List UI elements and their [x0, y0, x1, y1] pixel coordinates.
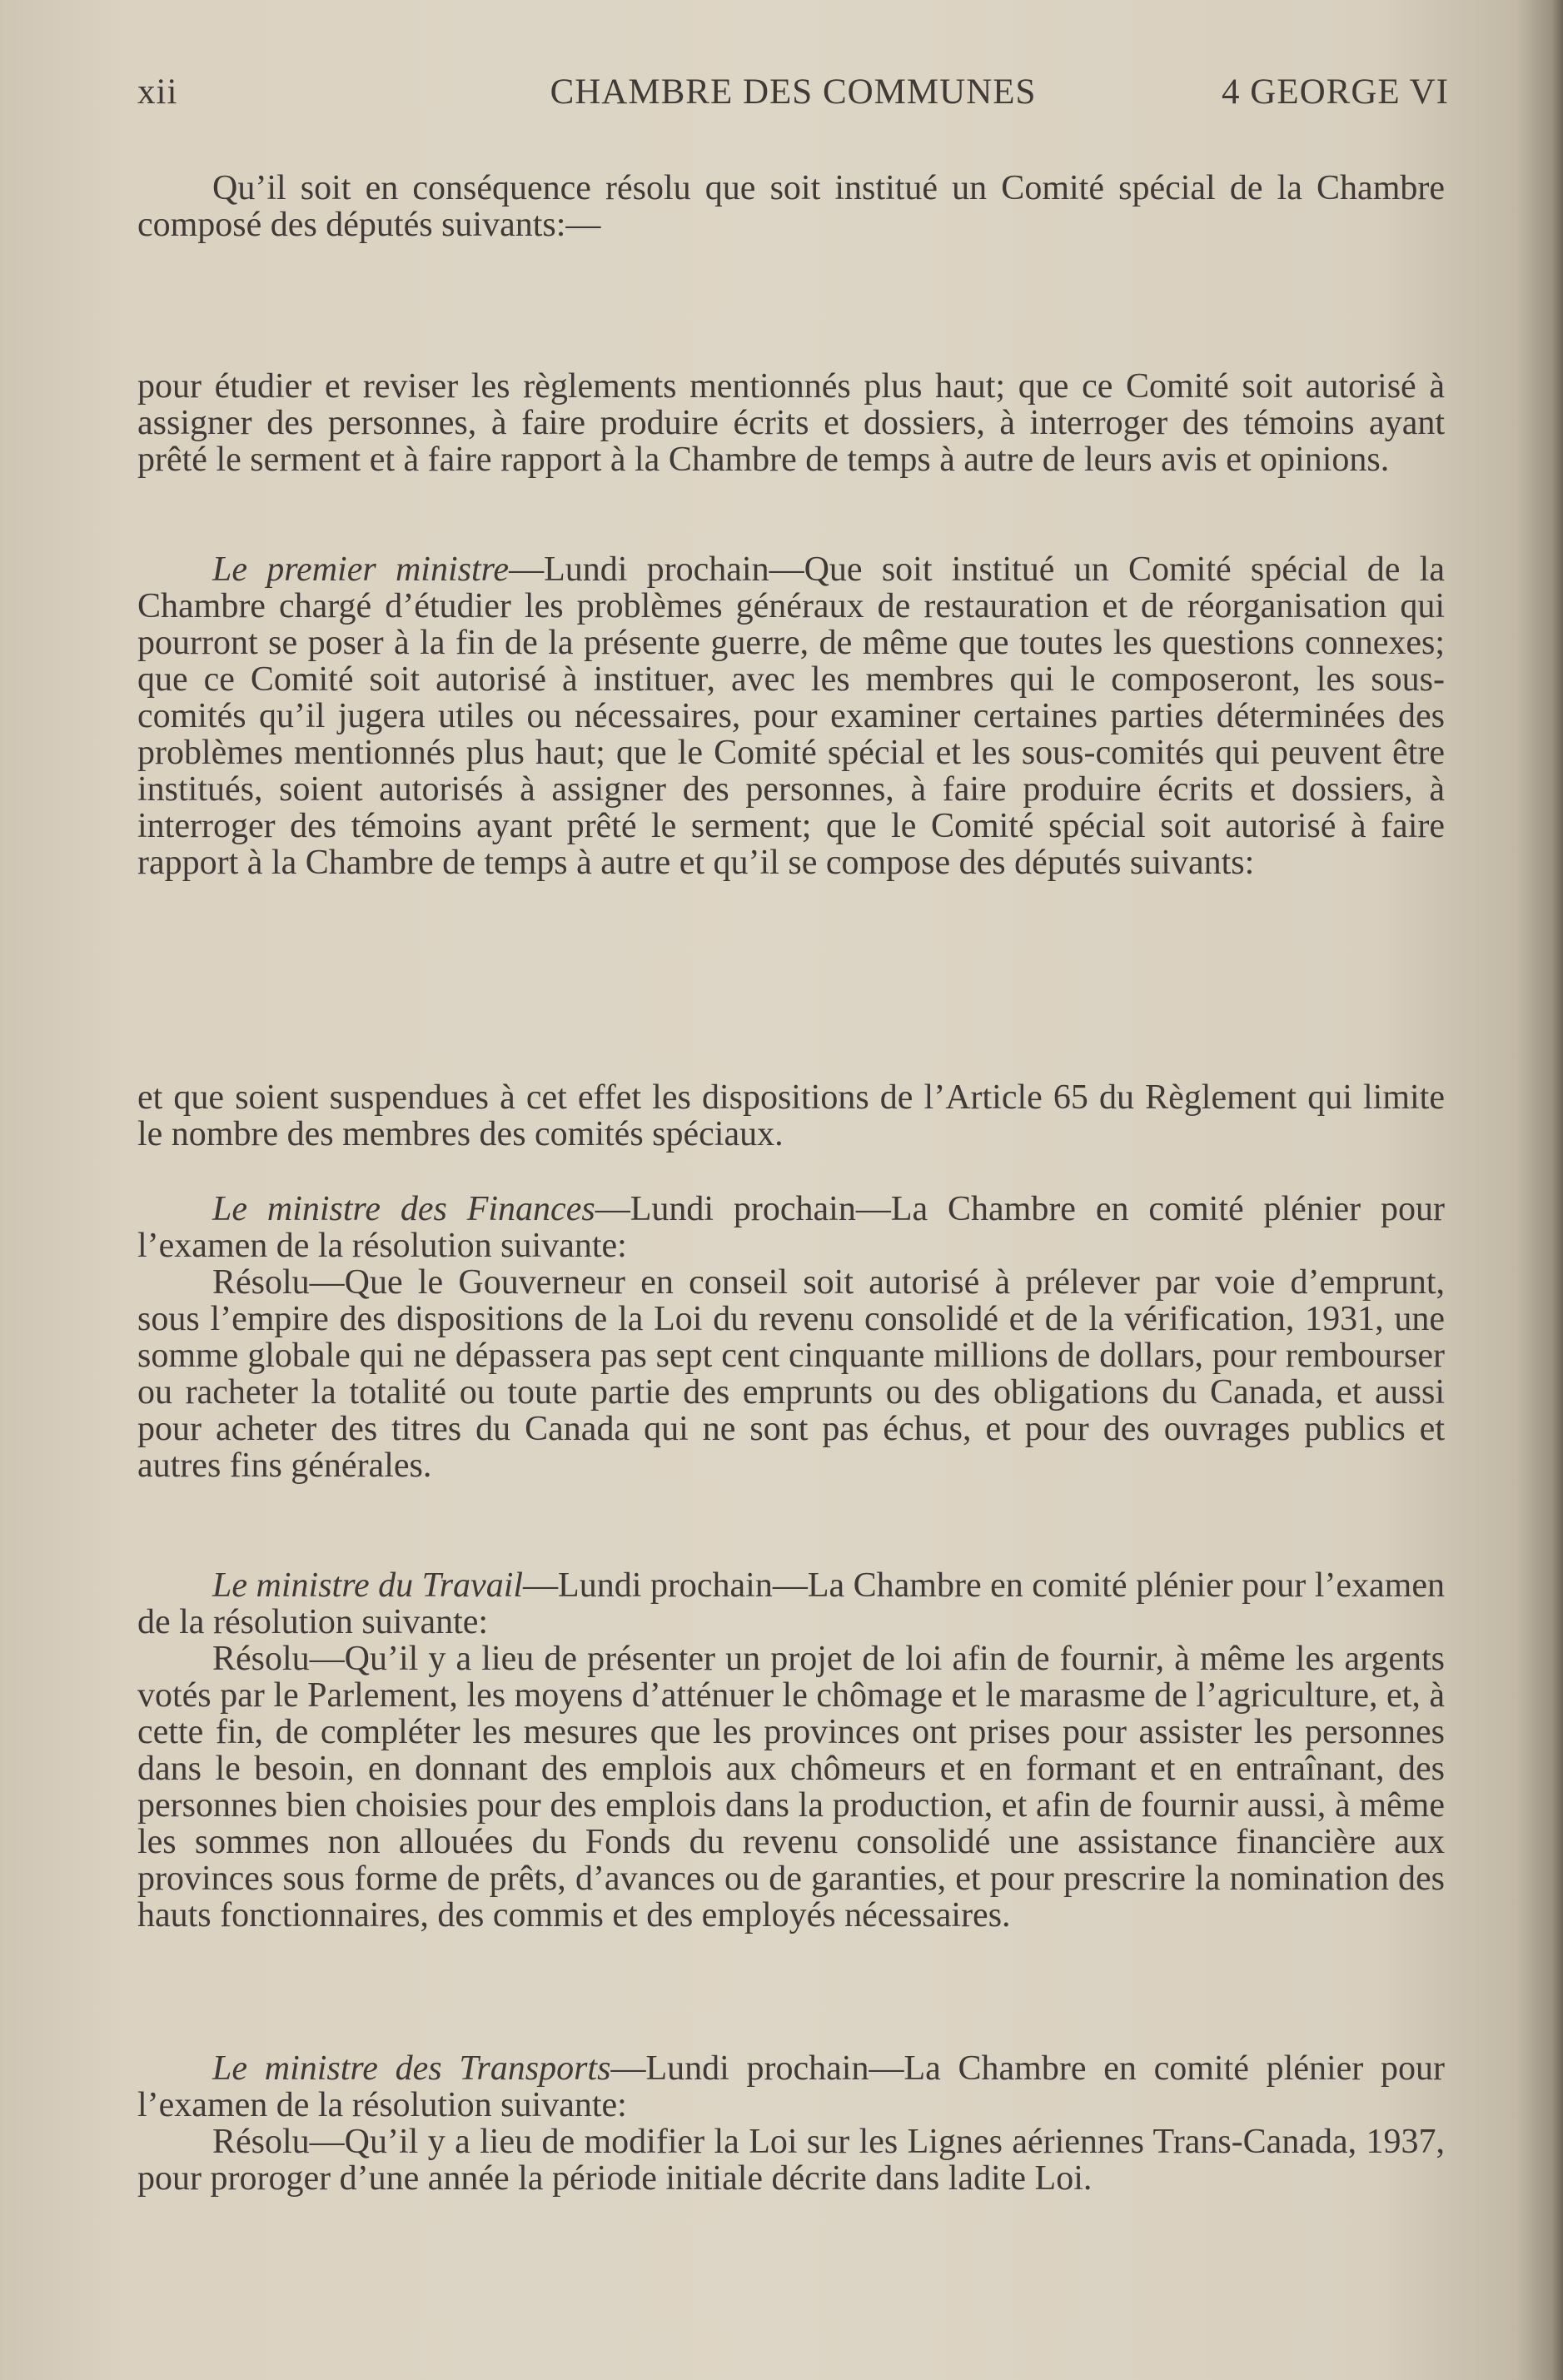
speaker-title: Le premier ministre — [212, 550, 510, 589]
paragraph-text: pour étudier et reviser les règlements mentionnés plus haut; que ce Comité soit autorisé à assigner des personnes, à faire produire écrits et dossiers, à interroger des témoins ayant prêté le serment et à faire rapport à la Chambre de temps à autre de leurs avis et opinions. — [137, 367, 1445, 479]
paragraph-ministre-travail — [137, 1567, 1445, 1934]
motion-paragraph — [137, 1567, 1445, 1641]
paragraph-ministre-transports — [137, 2050, 1445, 2197]
motion-text: —Lundi prochain—La Chambre en comité plénier pour l’examen de la résolution suivante: — [137, 1190, 1445, 1265]
paragraph-text: Qu’il soit en conséquence résolu que soit institué un Comité spécial de la Chambre composé des députés suivants:— — [137, 169, 1445, 244]
motion-text: —Lundi prochain—Que soit institué un Comité spécial de la Chambre chargé d’étudier les problèmes généraux de restauration et de réorganisation qui pourront se poser à la fin de la présente guerre, de même que toutes les questions connexes; que ce Comité soit autorisé à instituer, avec les membres qui le composeront, les sous-comités qu’il jugera utiles ou nécessaires, pour examiner certaines parties déterminées des problèmes mentionnés plus haut; que le Comité spécial et les sous-comités qui peuvent être institués, soient autorisés à assigner des personnes, à faire produire écrits et dossiers, à interroger des témoins ayant prêté le serment; que le Comité spécial soit autorisé à faire rapport à la Chambre de temps à autre et qu’il se compose des députés suivants: — [137, 550, 1445, 882]
paragraph-resolution-committee — [137, 170, 1445, 243]
running-header — [137, 72, 1449, 122]
header-title: CHAMBRE DES COMMUNES — [550, 72, 1037, 112]
motion-paragraph — [137, 2050, 1445, 2124]
resolution-text: Résolu—Qu’il y a lieu de présenter un projet de loi afin de fournir, à même les argents votés par le Parlement, les moyens d’atténuer le chômage et le marasme de l’agriculture, et, à cette fin, de compléter les mesures que les provinces ont prises pour assister les personnes dans le besoin, en donnant des emplois aux chômeurs et en formant et en entraînant, des personnes bien choisies pour des emplois dans la production, et afin de fournir aussi, à même les sommes non allouées du Fonds du revenu consolidé une assistance financière aux provinces sous forme de prêts, d’avances ou de garanties, et pour prescrire la nomination des hauts fonctionnaires, des commis et des employés nécessaires. — [137, 1640, 1445, 1934]
resolution-text: Résolu—Qu’il y a lieu de modifier la Loi sur les Lignes aériennes Trans-Canada, 1937, pour proroger d’une année la période initiale décrite dans ladite Loi. — [137, 2123, 1445, 2198]
paragraph-ministre-finances — [137, 1191, 1445, 1484]
speaker-title: Le ministre des Transports — [212, 2049, 611, 2088]
page-number: xii — [137, 72, 178, 112]
header-session: 4 GEORGE VI — [1222, 72, 1449, 112]
motion-text: —Lundi prochain—La Chambre en comité plénier pour l’examen de la résolution suivante: — [137, 2049, 1446, 2124]
page-edge-shadow — [1551, 0, 1563, 2380]
paragraph-text: et que soient suspendues à cet effet les dispositions de l’Article 65 du Règlement qui limite le nombre des membres des comités spéciaux. — [137, 1078, 1445, 1153]
speaker-title: Le ministre des Finances — [212, 1190, 595, 1228]
paragraph-premier-ministre — [137, 551, 1445, 881]
motion-paragraph — [137, 551, 1445, 881]
motion-text: —Lundi prochain—La Chambre en comité plénier pour l’examen de la résolution suivante: — [137, 1566, 1445, 1641]
speaker-title: Le ministre du Travail — [212, 1566, 524, 1605]
motion-paragraph — [137, 1191, 1445, 1264]
resolution-text: Résolu—Que le Gouverneur en conseil soit autorisé à prélever par voie d’emprunt, sous l’empire des dispositions de la Loi du revenu consolidé et de la vérification, 1931, une somme globale qui ne dépassera pas sept cent cinquante millions de dollars, pour rembourser ou racheter la totalité ou toute partie des emprunts ou des obligations du Canada, et aussi pour acheter des titres du Canada qui ne sont pas échus, et pour des ouvrages publics et autres fins générales. — [137, 1263, 1445, 1485]
paragraph-suspension — [137, 1079, 1445, 1153]
paragraph-committee-powers — [137, 368, 1445, 478]
